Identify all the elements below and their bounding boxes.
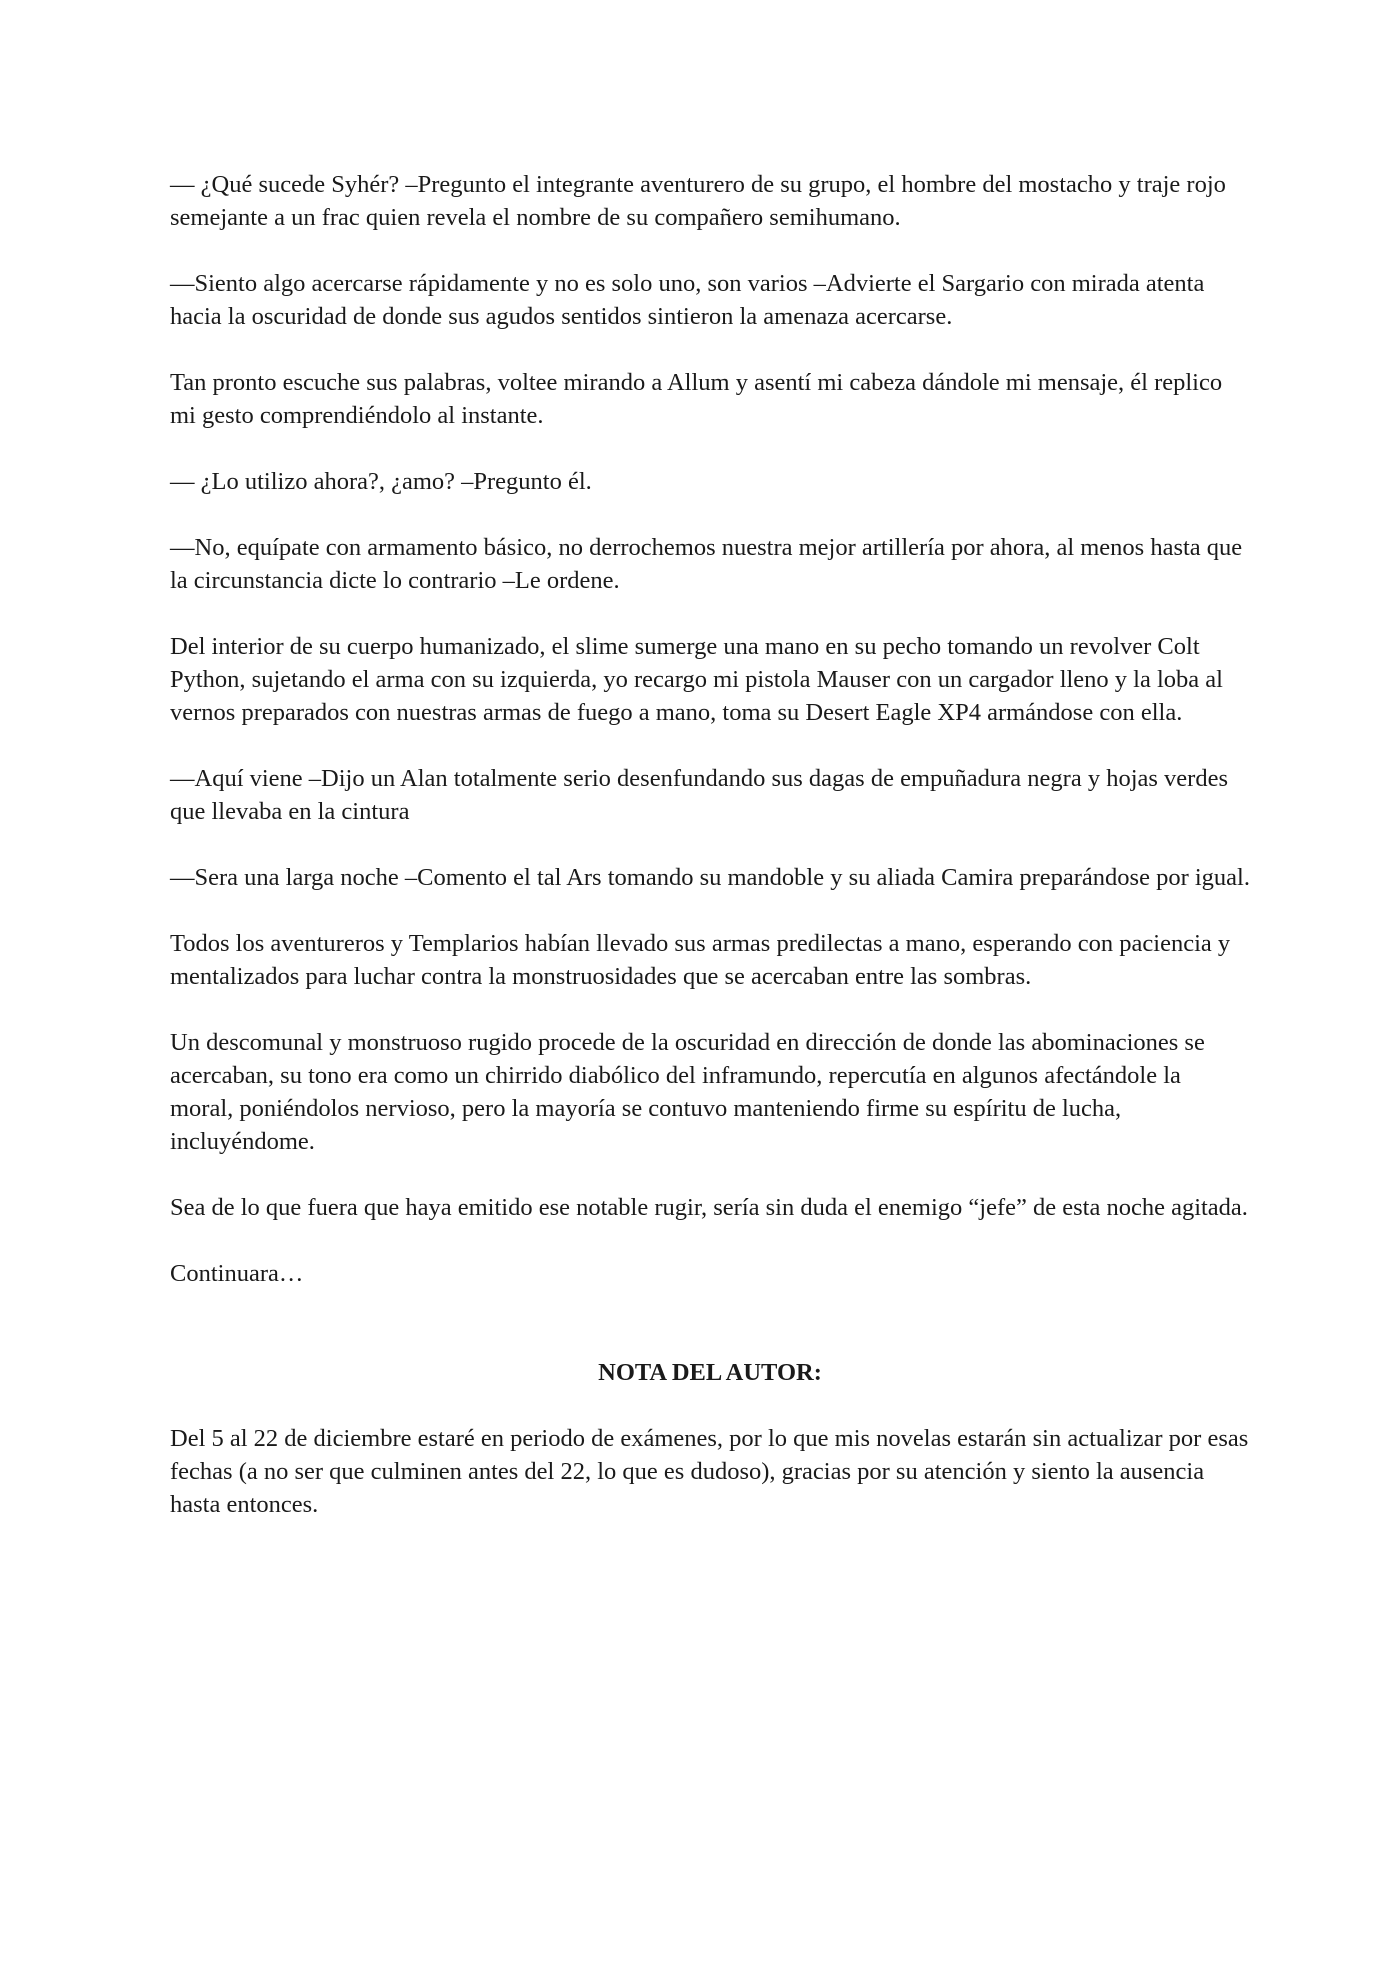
paragraph-4: — ¿Lo utilizo ahora?, ¿amo? –Pregunto él. bbox=[170, 468, 592, 495]
paragraph-2: —Siento algo acercarse rápidamente y no es solo uno, son varios –Advierte el Sargario con mirada atenta hacia la oscuridad de donde sus agudos sentidos sintieron la amenaza acercarse. bbox=[170, 270, 1205, 330]
paragraph-7: —Aquí viene –Dijo un Alan totalmente serio desenfundando sus dagas de empuñadura negra y hojas verdes que llevaba en la cintura bbox=[170, 765, 1228, 825]
continuation-marker: Continuara… bbox=[170, 1260, 304, 1287]
paragraph-6: Del interior de su cuerpo humanizado, el slime sumerge una mano en su pecho tomando un revolver Colt Python, sujetando el arma con su izquierda, yo recargo mi pistola Mauser con un cargador lleno y la loba al vernos preparados con nuestras armas de fuego a mano, toma su Desert Eagle XP4 armándose con ella. bbox=[170, 633, 1223, 726]
paragraph-8: —Sera una larga noche –Comento el tal Ars tomando su mandoble y su aliada Camira preparándose por igual. bbox=[170, 864, 1250, 891]
paragraph-9: Todos los aventureros y Templarios habían llevado sus armas predilectas a mano, esperando con paciencia y mentalizados para luchar contra la monstruosidades que se acercaban entre las sombras. bbox=[170, 930, 1231, 990]
author-note-text: Del 5 al 22 de diciembre estaré en periodo de exámenes, por lo que mis novelas estarán sin actualizar por esas fechas (a no ser que culminen antes del 22, lo que es dudoso), gracias por su atención y siento la ausencia hasta entonces. bbox=[170, 1425, 1249, 1518]
paragraph-3: Tan pronto escuche sus palabras, voltee mirando a Allum y asentí mi cabeza dándole mi mensaje, él replico mi gesto comprendiéndolo al instante. bbox=[170, 369, 1223, 429]
paragraph-1: — ¿Qué sucede Syhér? –Pregunto el integrante aventurero de su grupo, el hombre del mostacho y traje rojo semejante a un frac quien revela el nombre de su compañero semihumano. bbox=[170, 171, 1226, 231]
paragraph-5: —No, equípate con armamento básico, no derrochemos nuestra mejor artillería por ahora, al menos hasta que la circunstancia dicte lo contrario –Le ordene. bbox=[170, 534, 1243, 594]
author-note-heading: NOTA DEL AUTOR: bbox=[598, 1359, 822, 1386]
document-body bbox=[170, 168, 1250, 1554]
paragraph-10: Un descomunal y monstruoso rugido procede de la oscuridad en dirección de donde las abominaciones se acercaban, su tono era como un chirrido diabólico del inframundo, repercutía en algunos afectándole la moral, poniéndolos nervioso, pero la mayoría se contuvo manteniendo firme su espíritu de lucha, incluyéndome. bbox=[170, 1029, 1205, 1155]
paragraph-11: Sea de lo que fuera que haya emitido ese notable rugir, sería sin duda el enemigo “jefe” de esta noche agitada. bbox=[170, 1194, 1248, 1221]
